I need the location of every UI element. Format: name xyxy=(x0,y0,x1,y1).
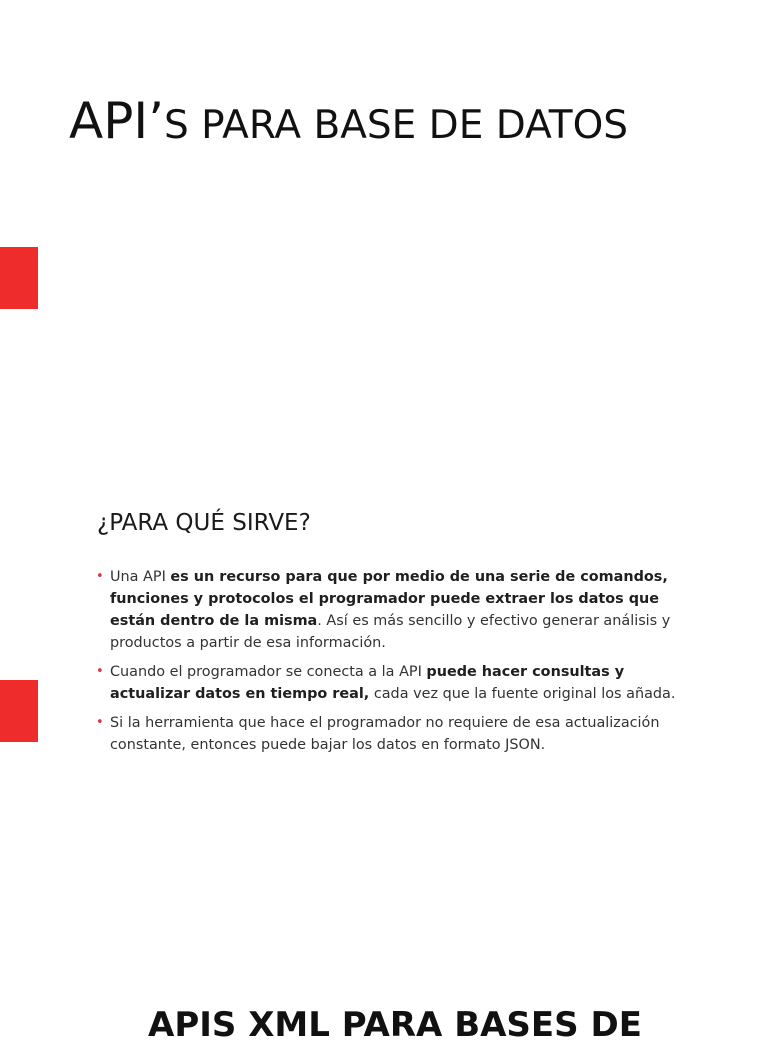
slide-title-main: API’ xyxy=(69,92,164,150)
bullet-list xyxy=(96,566,696,763)
bullet-text-plain: . Así es más sencillo y efectivo generar análisis y productos a partir de esa información. xyxy=(110,613,671,651)
bullet-dot-icon: • xyxy=(96,664,104,679)
bullet-text-plain: Cuando el programador se conecta a la API xyxy=(110,664,427,680)
next-slide-title: APIS XML PARA BASES DE xyxy=(148,1005,642,1045)
bullet-item xyxy=(96,661,696,705)
bullet-text-bold: es un recurso para que por medio de una serie de comandos, funciones y protocolos el programador puede extraer los datos que están dentro de la misma xyxy=(110,569,668,629)
bullet-text-plain: Si la herramienta que hace el programador no requiere de esa actualización constante, entonces puede bajar los datos en formato JSON. xyxy=(110,715,660,753)
bullet-text-plain: Una API xyxy=(110,569,171,585)
accent-bar-bottom xyxy=(0,680,38,742)
bullet-item xyxy=(96,566,696,654)
bullet-text-bold: puede hacer consultas y actualizar datos en tiempo real, xyxy=(110,664,625,702)
section-heading: ¿PARA QUÉ SIRVE? xyxy=(97,510,311,536)
accent-bar-top xyxy=(0,247,38,309)
bullet-dot-icon: • xyxy=(96,715,104,730)
bullet-dot-icon: • xyxy=(96,569,104,584)
bullet-item xyxy=(96,712,696,756)
bullet-text-plain: cada vez que la fuente original los añada. xyxy=(369,686,676,702)
slide-title xyxy=(69,92,629,150)
slide-title-rest: S PARA BASE DE DATOS xyxy=(164,103,629,148)
